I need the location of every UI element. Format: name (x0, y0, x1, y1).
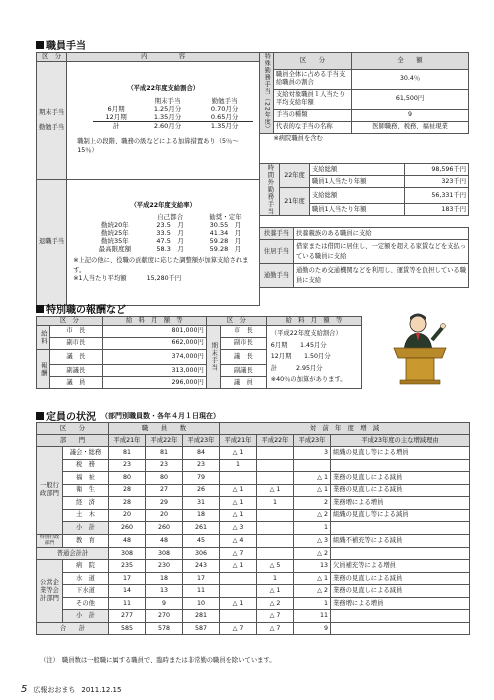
cell: △ 3 (294, 534, 331, 547)
cell: 18 (183, 509, 220, 522)
cell: 578 (146, 622, 183, 635)
cell: △ 7 (220, 622, 257, 635)
reason-cell: 組織の見直し等による増員 (331, 447, 470, 460)
square-bullet-icon (36, 305, 44, 313)
group-label: 特別行政部門 (37, 534, 63, 547)
cell: 79 (183, 472, 220, 485)
reason-cell (331, 610, 470, 623)
cell: 17 (183, 572, 220, 585)
cell: 308 (146, 547, 183, 560)
bonus-label: 期末手当 勤勉手当 (37, 61, 67, 179)
cell (294, 459, 331, 472)
page-footer (21, 684, 121, 695)
cell: △ 1 (220, 447, 257, 460)
section-title-staffing: 定員の状況 （部門別職員数・各年４月１日現在） (36, 408, 220, 423)
cell: 261 (183, 522, 220, 535)
reason-cell: 業務の見直しによる減員 (331, 585, 470, 598)
overtime-table: 時間外勤務手当 22年度 支給総額 98,596千円 職員1人当たり年額 323千円 21年度 支給総額 56,331千円 職員1人当たり年額 183千円 (259, 163, 469, 216)
cell: 31 (183, 497, 220, 510)
cell: 9 (294, 622, 331, 635)
cell: △ 1 (294, 472, 331, 485)
cell: △ 5 (257, 560, 294, 573)
table-row (37, 447, 470, 460)
cell: 281 (183, 610, 220, 623)
reason-cell (331, 622, 470, 635)
cell: △ 1 (294, 484, 331, 497)
table-row (37, 560, 470, 573)
cell: 260 (146, 522, 183, 535)
cell: 13 (294, 560, 331, 573)
cell: △ 1 (220, 597, 257, 610)
table-row (37, 509, 470, 522)
cell: 230 (146, 560, 183, 573)
table-row (37, 547, 470, 560)
cell: 81 (146, 447, 183, 460)
cell: 28 (109, 497, 146, 510)
cell: 27 (146, 484, 183, 497)
cell: 14 (109, 585, 146, 598)
row-label: 普通会計計 (37, 547, 109, 560)
table-row (37, 459, 470, 472)
cell (257, 447, 294, 460)
cell: 1 (294, 522, 331, 535)
cell: 29 (146, 497, 183, 510)
cell: △ 2 (294, 585, 331, 598)
cell: 80 (109, 472, 146, 485)
cell: △ 1 (294, 572, 331, 585)
reason-cell: 組織の見直し等による減員 (331, 509, 470, 522)
cell: △ 7 (220, 547, 257, 560)
cell: 2 (294, 497, 331, 510)
square-bullet-icon (36, 41, 44, 49)
cell: 23 (146, 459, 183, 472)
cell: 81 (109, 447, 146, 460)
reason-cell: 業務増による増員 (331, 597, 470, 610)
cell (257, 534, 294, 547)
page-number: 5 (21, 684, 28, 695)
cell (220, 585, 257, 598)
row-label: 福 祉 (63, 472, 109, 485)
reason-cell: 業務の見直しによる減員 (331, 472, 470, 485)
cell: 80 (146, 472, 183, 485)
reason-cell: 欠員補充等による増員 (331, 560, 470, 573)
publication-date: 2011.12.15 (81, 686, 122, 694)
reason-cell: 業務増による増員 (331, 497, 470, 510)
row-label: 合 計 (37, 622, 109, 635)
group-label: 公営企業等会計部門 (37, 560, 63, 623)
cell (257, 509, 294, 522)
row-label: 教 育 (63, 534, 109, 547)
cell: 585 (109, 622, 146, 635)
row-label: 下水道 (63, 585, 109, 598)
square-bullet-icon (36, 412, 44, 420)
group-label: 一般行政部門 (37, 447, 63, 535)
row-label: 水 道 (63, 572, 109, 585)
speaker-podium-illustration (376, 306, 472, 386)
cell: △ 1 (257, 484, 294, 497)
cell: 235 (109, 560, 146, 573)
cell: 23 (183, 459, 220, 472)
cell: 260 (109, 522, 146, 535)
table-row (37, 522, 470, 535)
cell: 10 (183, 597, 220, 610)
cell: 11 (183, 585, 220, 598)
reason-cell: 業務の見直しによる減員 (331, 572, 470, 585)
cell: 3 (294, 447, 331, 460)
cell: 306 (183, 547, 220, 560)
special-staff-table: 区 分 給 料 月 額 等 区 分 給 料 月 額 等 給料 市 長 801,000円 期末手当 市 長 （平成22年度支給割合） 6月期 1.45月分 12月期 1.50月分 計 2.95月分 ※40％の加算があります。 副市長 662,000円 副市長 報酬 議 長 374,000円 議 長 副議長 313,000円 副議長 議 員 296,000円 議 員 (36, 316, 362, 389)
cell: 270 (146, 610, 183, 623)
cell: 20 (109, 509, 146, 522)
cell (257, 547, 294, 560)
table-row (37, 472, 470, 485)
row-label: 議会・総務 (63, 447, 109, 460)
row-label: 土 木 (63, 509, 109, 522)
row-label: その他 (63, 597, 109, 610)
cell: 26 (183, 484, 220, 497)
cell (220, 572, 257, 585)
reason-cell (331, 459, 470, 472)
table-row (37, 572, 470, 585)
cell: △ 2 (294, 509, 331, 522)
table-row (37, 484, 470, 497)
cell: 1 (257, 497, 294, 510)
cell: 277 (109, 610, 146, 623)
cell: 23 (109, 459, 146, 472)
cell: △ 4 (220, 534, 257, 547)
cell: △ 2 (257, 597, 294, 610)
cell: 20 (146, 509, 183, 522)
table-row (37, 610, 470, 623)
cell: 9 (146, 597, 183, 610)
row-label: 経 済 (63, 497, 109, 510)
cell (257, 472, 294, 485)
retirement-label: 退職手当 (37, 179, 67, 305)
cell: 243 (183, 560, 220, 573)
section-title-special-staff: 特別職の報酬など (36, 301, 126, 316)
reason-cell (331, 547, 470, 560)
cell: 17 (109, 572, 146, 585)
reason-cell: 組織不補充等による減員 (331, 534, 470, 547)
table-row (37, 585, 470, 598)
cell: 308 (109, 547, 146, 560)
cell: 48 (109, 534, 146, 547)
row-label: 税 務 (63, 459, 109, 472)
table-row (37, 497, 470, 510)
cell: △ 1 (220, 484, 257, 497)
cell (220, 610, 257, 623)
cell: 28 (109, 484, 146, 497)
bonus-ratio-table: 期末手当 勤勉手当 6月期 1.25月分 0.70月分 12月期 1.35月分 0.65月分 計 2.60月分 1.35月分 (93, 97, 253, 131)
staffing-note: （注） 職員数は一般職に属する職員で、臨時または非常勤の職員を除いています。 (40, 657, 276, 664)
cell (220, 472, 257, 485)
row-label: 小 計 (63, 522, 109, 535)
staffing-table: 区 分 職 員 数 対 前 年 度 増 減 部 門 平成21年 平成22年 平成23年 平成21年 平成22年 平成23年 平成23年度の主な増減理由 一般行政部門 議会・総務 81 81 84 △ 1 3 組織の見直し等による増員 税 務 23 23 23 1 福 祉 80 80 79 △ 1 業務の見直しによる減員 衛 生 28 27 26 △ 1 △ 1 △ 1 業務の見直しによる減員 経 済 28 29 31 △ 1 1 2 業務増による増員 土 木 20 20 18 △ 1 △ 2 組織の見直し等による減員 小 計 260 260 261 △ 3 1 特別行政部門 教 育 48 48 45 △ 4 △ 3 組織不補充等による減員 普通会計計 308 308 306 △ 7 △ 2 公営企業等会計部門 病 院 235 230 243 △ 1 △ 5 13 欠員補充等による増員 水 道 17 18 17 1 △ 1 業務の見直しによる減員 下水道 14 13 11 △ 1 △ 2 業務の見直しによる減員 その他 11 9 10 △ 1 △ 2 1 業務増による増員 小 計 277 270 281 △ 7 11 合 計 585 578 587 △ 7 △ 7 9 (36, 422, 470, 635)
row-label: 病 院 (63, 560, 109, 573)
table-row (37, 597, 470, 610)
cell (257, 459, 294, 472)
cell: △ 1 (257, 585, 294, 598)
cell: 11 (294, 610, 331, 623)
cell: △ 1 (220, 497, 257, 510)
cell: 18 (146, 572, 183, 585)
cell: 1 (257, 572, 294, 585)
cell: △ 1 (220, 560, 257, 573)
row-label: 小 計 (63, 610, 109, 623)
cell: 1 (220, 459, 257, 472)
publication-name: 広報おおまち (33, 686, 76, 694)
cell: △ 3 (220, 522, 257, 535)
row-label: 衛 生 (63, 484, 109, 497)
special-duty-table: 特殊勤務手当（22年度） 区 分 全 額 職員全体に占める手当支給職員の割合 30.4％ 支給対象職員１人当たり平均支給年額 61,500円 手当の種類 9 代表的な手当の名称 医師職務、税務、福祉現業 ※病院職員を含む (259, 52, 469, 144)
reason-cell: 業務の見直しによる減員 (331, 484, 470, 497)
cell: △ 2 (294, 547, 331, 560)
section-title-allowances: 職員手当 (36, 37, 86, 52)
cell: △ 7 (257, 622, 294, 635)
cell: 45 (183, 534, 220, 547)
cell: 11 (109, 597, 146, 610)
cell: 1 (294, 597, 331, 610)
cell: 48 (146, 534, 183, 547)
cell: △ 7 (257, 610, 294, 623)
cell: 13 (146, 585, 183, 598)
cell (257, 522, 294, 535)
allowances-table: 区 分 内 容 期末手当 勤勉手当 （平成22年度支給割合） 期末手当 勤勉手当 6月期 1.25月分 0.70月分 12月期 1.35月分 0.65月分 計 2.60月分 1.35月分 職制上の段階、職務の級などによる加算措置あり（5％～15％） 退職手当 （平成22年度支給率） 自己都合 勧奨・定年 勤続20年 23.5 月 30.55 月 勤続25年 33.5 月 41.34 月 勤続35年 47.5 月 59.28 月 最高限度額 58.3 月 59.28 月 ※上記の他に、役職の貢献度に応じた調整額が加算支給されます。 ※1人当たり平均額 15,280千円 (36, 52, 251, 306)
total-row (37, 622, 470, 635)
reason-cell (331, 522, 470, 535)
cell: 587 (183, 622, 220, 635)
other-allowances-table: 扶養手当 扶養親族のある職員に支給 住居手当 借家または借間に居住し、一定額を超える家賃などを支払っている職員に支給 通勤手当 通勤のため交通機関などを利用し、運賃等を負担している職員に支給 (259, 227, 469, 288)
retirement-rate-table: 自己都合 勧奨・定年 勤続20年 23.5 月 30.55 月 勤続25年 33.5 月 41.34 月 勤続35年 47.5 月 59.28 月 最高限度額 58.3 月 59.28 月 (98, 212, 242, 254)
cell: △ 1 (220, 509, 257, 522)
cell: 84 (183, 447, 220, 460)
table-row (37, 534, 470, 547)
